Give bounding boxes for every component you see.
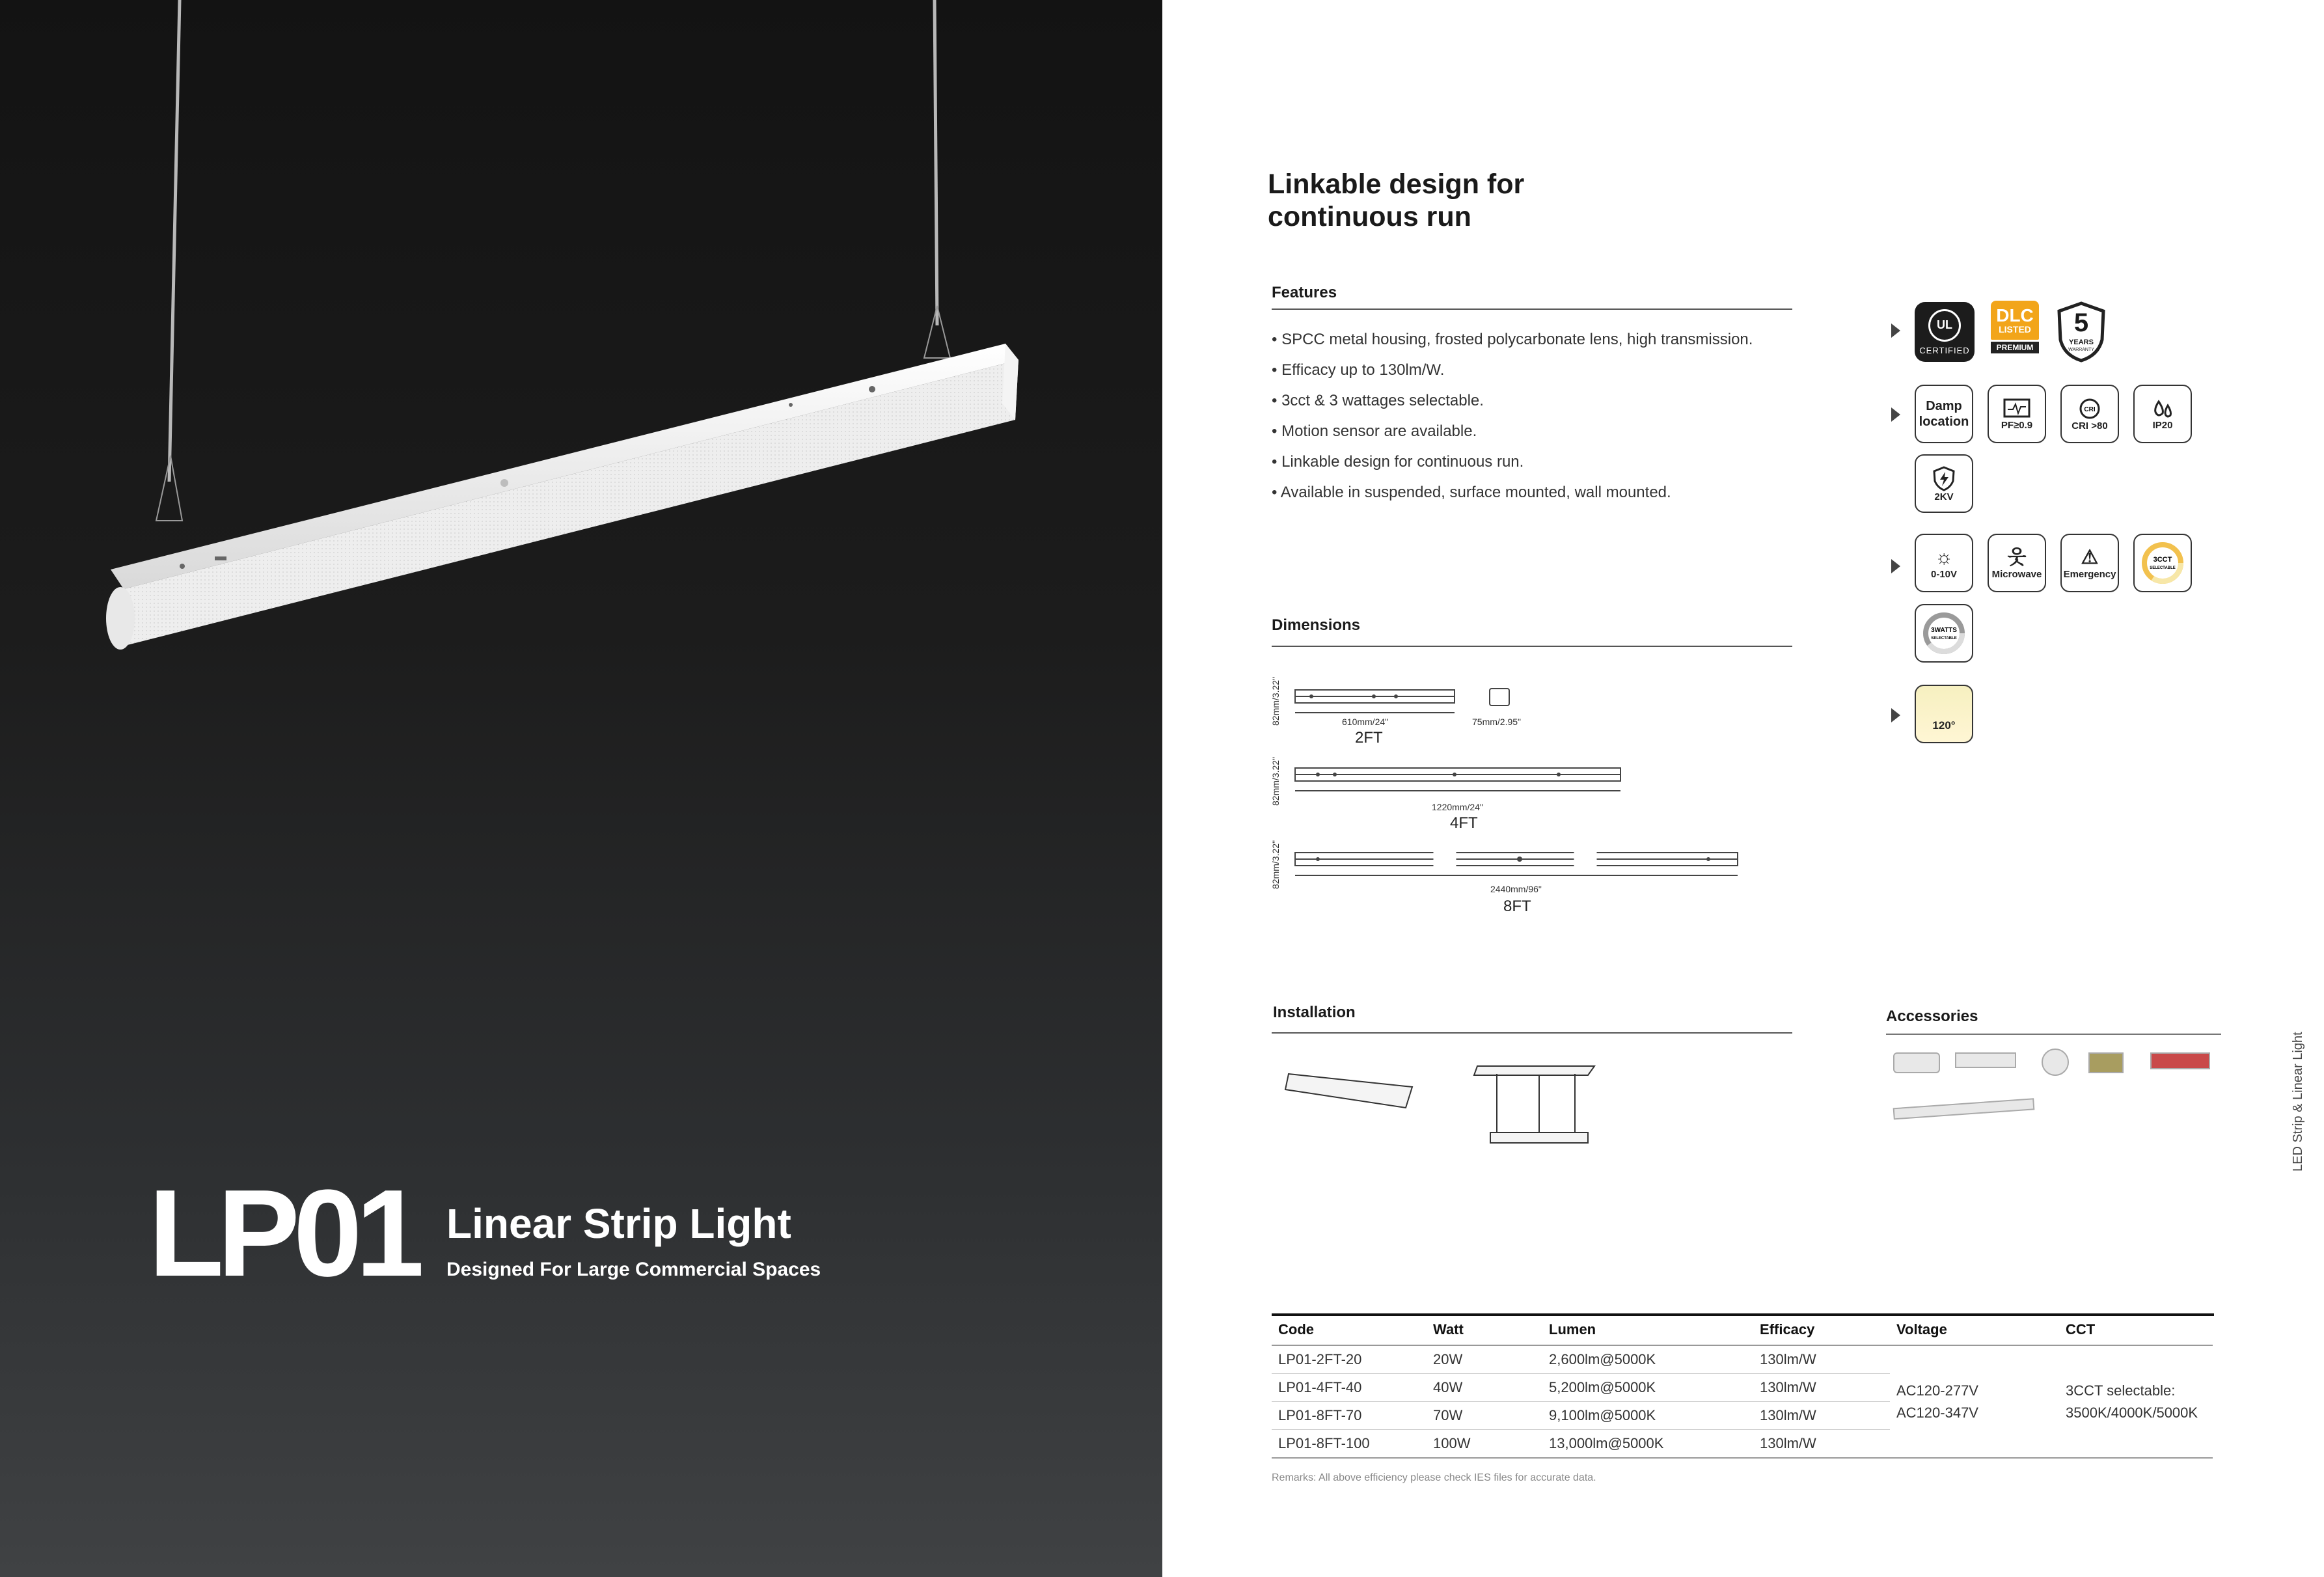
accessories-images	[1891, 1041, 2222, 1145]
table-cell: 130lm/W	[1753, 1374, 1890, 1402]
headline	[1268, 168, 1524, 233]
warranty-shield-icon	[2055, 301, 2107, 363]
table-row	[1272, 1345, 2213, 1374]
accessories-rule	[1886, 1034, 2221, 1035]
product-subtitle: Designed For Large Commercial Spaces	[446, 1259, 821, 1280]
table-remarks: Remarks: All above efficiency please check IES files for accurate data.	[1272, 1472, 1596, 1483]
svg-text:3WATTS: 3WATTS	[1931, 627, 1957, 634]
headline-line2: continuous run	[1268, 201, 1471, 232]
feature-item: • Linkable design for continuous run.	[1272, 446, 1753, 477]
function-icons-row2	[1915, 604, 1973, 663]
accessories-title: Accessories	[1886, 1008, 1978, 1025]
spec-icons-row2	[1915, 454, 1973, 513]
ip20-icon	[2133, 385, 2192, 443]
table-cell: 40W	[1427, 1374, 1542, 1402]
cct-line1: 3CCT selectable:	[2066, 1382, 2176, 1399]
product-code: LP01	[148, 1164, 418, 1302]
cct-cell	[2059, 1345, 2213, 1458]
features-rule	[1272, 309, 1792, 310]
alarm-icon: ⚠	[2081, 546, 2099, 568]
table-cell: 100W	[1427, 1430, 1542, 1459]
beam-icons	[1915, 685, 1973, 743]
table-cell: 13,000lm@5000K	[1542, 1430, 1753, 1459]
dlc-premium-icon	[1989, 301, 2041, 363]
ul-logo: UL	[1928, 309, 1961, 342]
voltage-line1: AC120-277V	[1896, 1382, 1978, 1399]
warranty-years: YEARS	[2069, 338, 2094, 346]
microwave-label: Microwave	[1991, 568, 2042, 580]
dim-8ft-name: 8FT	[1503, 898, 1531, 915]
svg-text:CRI: CRI	[2084, 405, 2096, 413]
table-header: Lumen	[1542, 1315, 1753, 1345]
dlc-line2: LISTED	[1999, 324, 2031, 335]
table-cell: 20W	[1427, 1345, 1542, 1374]
svg-text:SELECTABLE: SELECTABLE	[1931, 637, 1957, 640]
table-header: Watt	[1427, 1315, 1542, 1345]
table-cell: LP01-2FT-20	[1272, 1345, 1427, 1374]
voltage-cell	[1890, 1345, 2059, 1458]
dim-8ft-height: 82mm/3.22"	[1270, 840, 1281, 889]
dim-2ft-length: 610mm/24"	[1342, 717, 1389, 727]
function-icons	[1915, 534, 2192, 592]
dimming-label: 0-10V	[1930, 568, 1958, 580]
play-arrow-icon	[1891, 708, 1900, 722]
voltage-line2: AC120-347V	[1896, 1404, 1978, 1421]
svg-text:SELECTABLE: SELECTABLE	[2150, 566, 2176, 570]
svg-text:3CCT: 3CCT	[2153, 556, 2172, 564]
surge-label: 2KV	[1934, 491, 1954, 502]
feature-item: • SPCC metal housing, frosted polycarbonate lens, high transmission.	[1272, 324, 1753, 355]
table-header: Code	[1272, 1315, 1427, 1345]
play-arrow-icon	[1891, 407, 1900, 422]
feature-item: • Available in suspended, surface mounted, wall mounted.	[1272, 477, 1753, 508]
play-arrow-icon	[1891, 323, 1900, 338]
table-cell: 130lm/W	[1753, 1345, 1890, 1374]
dimension-drawings	[1285, 677, 1741, 892]
table-cell: LP01-4FT-40	[1272, 1374, 1427, 1402]
installation-rule	[1272, 1032, 1792, 1034]
dim-2ft-name: 2FT	[1355, 729, 1383, 747]
table-cell: 2,600lm@5000K	[1542, 1345, 1753, 1374]
product-image	[0, 0, 1162, 716]
installation-title: Installation	[1273, 1004, 1356, 1021]
beam-angle-icon	[1915, 685, 1973, 743]
play-arrow-icon	[1891, 559, 1900, 573]
emergency-label: Emergency	[2063, 568, 2116, 580]
sun-icon: ☼	[1935, 546, 1953, 568]
cct-selectable-icon	[2133, 534, 2192, 592]
features-title: Features	[1272, 284, 1337, 301]
table-header: CCT	[2059, 1315, 2213, 1345]
dim-8ft-length: 2440mm/96"	[1490, 884, 1542, 894]
warranty-text: WARRANTY	[2068, 348, 2094, 352]
feature-item: • 3cct & 3 wattages selectable.	[1272, 385, 1753, 416]
dim-2ft-width: 75mm/2.95"	[1472, 717, 1522, 727]
emergency-icon	[2060, 534, 2119, 592]
table-cell: LP01-8FT-100	[1272, 1430, 1427, 1459]
pf-label: PF≥0.9	[2001, 419, 2033, 431]
table-cell: 130lm/W	[1753, 1402, 1890, 1430]
damp-location-icon	[1915, 385, 1973, 443]
side-category-label: LED Strip & Linear Light	[2291, 1032, 2305, 1172]
dimming-icon	[1915, 534, 1973, 592]
dim-4ft-name: 4FT	[1450, 814, 1478, 832]
feature-item: • Motion sensor are available.	[1272, 416, 1753, 446]
ul-text: CERTIFIED	[1919, 345, 1970, 355]
warranty-number: 5	[2073, 309, 2089, 337]
dlc-line3: PREMIUM	[1991, 342, 2039, 353]
features-list	[1272, 324, 1753, 508]
table-cell: LP01-8FT-70	[1272, 1402, 1427, 1430]
beam-angle-label: 120°	[1932, 719, 1956, 732]
dlc-line1: DLC	[1996, 305, 2034, 325]
table-cell: 130lm/W	[1753, 1430, 1890, 1459]
microwave-sensor-icon	[1988, 534, 2046, 592]
feature-item: • Efficacy up to 130lm/W.	[1272, 355, 1753, 385]
ip-label: IP20	[2152, 419, 2173, 431]
table-cell: 70W	[1427, 1402, 1542, 1430]
dimensions-rule	[1272, 646, 1792, 647]
dim-2ft-height: 82mm/3.22"	[1270, 676, 1281, 726]
installation-drawings	[1282, 1061, 1607, 1145]
surge-protection-icon	[1915, 454, 1973, 513]
cri-icon	[2060, 385, 2119, 443]
person-icon: 웃	[2007, 546, 2027, 568]
ul-certified-icon	[1915, 302, 1975, 362]
table-cell: 9,100lm@5000K	[1542, 1402, 1753, 1430]
watts-selectable-icon	[1915, 604, 1973, 663]
spec-table	[1272, 1315, 2213, 1459]
table-cell: 5,200lm@5000K	[1542, 1374, 1753, 1402]
dim-4ft-height: 82mm/3.22"	[1270, 756, 1281, 806]
power-factor-icon	[1988, 385, 2046, 443]
cri-label: CRI >80	[2071, 420, 2108, 432]
certification-badges	[1915, 301, 2107, 363]
damp-label: Damp location	[1919, 399, 1969, 429]
headline-line1: Linkable design for	[1268, 169, 1525, 200]
dim-4ft-length: 1220mm/24"	[1432, 802, 1483, 812]
product-name: Linear Strip Light	[446, 1200, 791, 1247]
dimensions-title: Dimensions	[1272, 616, 1361, 634]
cct-line2: 3500K/4000K/5000K	[2066, 1404, 2198, 1421]
table-header-row	[1272, 1315, 2213, 1345]
table-header: Efficacy	[1753, 1315, 1890, 1345]
table-header: Voltage	[1890, 1315, 2059, 1345]
spec-icons	[1915, 385, 2192, 443]
